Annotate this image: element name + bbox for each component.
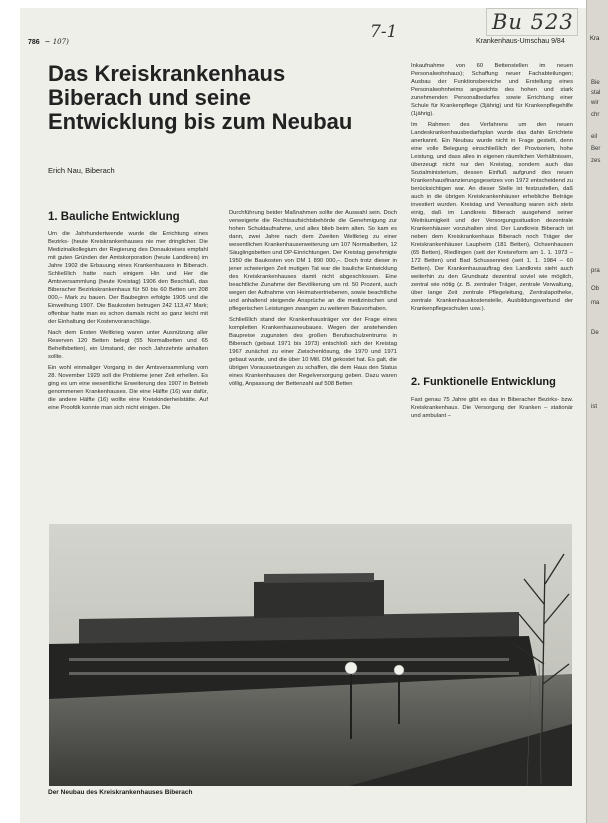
handwritten-note-center: 7-1 xyxy=(370,22,398,42)
adjacent-page-fragment: Ob xyxy=(591,286,600,292)
article-title xyxy=(48,62,378,134)
adjacent-page-fragment: wir xyxy=(591,100,599,106)
adjacent-page-fragment: stal xyxy=(591,90,601,96)
page-number: 786 xyxy=(28,39,40,46)
adjacent-page-fragment: Ber xyxy=(591,146,601,152)
journal-name: Krankenhaus-Umschau 9/84 xyxy=(476,38,565,45)
adjacent-page-fragment: eil xyxy=(591,134,598,140)
hospital-building-illustration xyxy=(49,524,572,786)
handwritten-page-note: ~ 107) xyxy=(44,38,69,46)
paragraph: Im Rahmen des Verfahrens um den neuen Landeskrankenhausbedarfsplan wurde das dahin Errichtete anerkannt. Ein Neubau wurde nicht in Frage gestellt, denn eine volle Belegung einschließlich der Provisorien, hohe Leistung, und dass alles in eigenen räumlichen Verhältnissen, überzeugt nicht nur den Kreistag, sondern auch das Sozialministerium, dessen Einfluß aufgrund des neuen Krankenhausfinanzierungsgesetzes von 1972 entscheidend zu berücksichtigen war. An dieser Stelle ist festzustellen, daß auch in die übrigen Kreiskrankenhäuser erhebliche Beträge investiert wurden. Kreistag und Verwaltung waren sich stets einig, daß im Landkreis Biberach ausgehend seiner Weiträumigkeit und der Versorgungssituation dezentrale Krankenhäuser vorzuhalten sind. Der Landkreis Biberach ist neben dem Kreiskrankenhaus Biberach noch Träger der Kreiskrankenhäuser Laupheim (181 Betten), Ochsenhausen (65 Betten), Riedlingen (seit der Kreisreform am 1. 1. 1973 – 172 Betten) und Bad Schussenried (seit 1. 1. 1984 – 60 Betten). Der Krankenhausauftrag des Landkreis sieht auch weiterhin zu den Grundsatz dezentral soviel wie möglich, zentral wie nötig (z. B. zentraler Träger, zentrale Verwaltung, über lange Zeit zentrale Pflegeleitung, Zentralapotheke, zentrale Krankenhauskostenstelle, Ausbildungsverbund der Krankenpflegeschulen usw.). xyxy=(411,122,573,312)
handwritten-note-right: Bu 523 xyxy=(492,10,574,34)
section-heading-bauliche: 1. Bauliche Entwicklung xyxy=(48,211,180,223)
title-line: Das Kreiskrankenhaus xyxy=(48,61,286,86)
text-column-3-continued xyxy=(411,396,573,422)
adjacent-page-tab: Kra xyxy=(590,36,600,42)
paragraph: Inkaufnahme von 60 Bettenstellen im neuen Personalwohnhaus); Schaffung neuer Fachabteilungen; Ausbau der Funktionsbereiche und Erstellung eines Personalwohnheims angesichts des hohen und stark zunehmenden Personalbedarfes sowie Errichtung einer Schule für Krankenpflege (3jährig) und für Krankenpflegehilfe (1jährig). xyxy=(411,63,573,117)
paragraph: Schließlich stand der Krankenhausträger vor der Frage eines kompletten Krankenhausneubaues. Wegen der anstehenden Baupreise zugunsten des großen Berufsschulzentrums in Biberach (gebaut 1971 bis 1973) entschloß sich der Kreistag 1967 zunächst zu einer Zwischenlösung, die 1970 und 1971 gebaut wurde, und die über 10 Mill. DM gekostet hat. Es galt, die übrigen Voraussetzungen zu schaffen, die dem Haus den Status eines Krankenhauses der Regelversorgung geben. Dazu waren völlig, Anpassung der Bettenzahl auf 508 Betten xyxy=(229,317,397,387)
photo-caption: Der Neubau des Kreiskrankenhauses Biberach xyxy=(48,789,193,796)
adjacent-page-fragment: chr xyxy=(591,112,600,118)
paragraph: Um die Jahrhundertwende wurde die Errichtung eines Bezirks- (heute Kreiskrankenhauses nie mer dringlicher. Die Medizinalkollegium der Regierung des Donaukreises empfahl mit guten Gründen der Amtskorporation (heute Landkreis) im Jahre 1902 die Erbauung eines Krankenhauses in Biberach. Schließlich hatte nach einigem Hin und Her die Amtsversammlung (heute Kreistag) 1906 den Beschluß, das Biberacher Bezirkskrankenhaus für 50 bis 60 Betten um 208 000,– Mark zu bauen. Der Baubeginn erfolgte 1905 und die Einweihung 1907. Die Baukosten betrugen 242 113,47 Mark; offenbar hatte man es schon damals nicht so ganz leicht mit der Einhaltung der Kostenvoranschläge. xyxy=(48,231,208,325)
author-byline: Erich Nau, Biberach xyxy=(48,166,115,175)
title-line: Biberach und seine xyxy=(48,85,251,110)
text-column-3 xyxy=(411,62,573,370)
adjacent-page-fragment: zes xyxy=(591,158,601,164)
adjacent-page-fragment: De xyxy=(591,330,599,336)
adjacent-page-fragment: ist xyxy=(591,404,597,410)
hospital-photo xyxy=(49,524,572,786)
adjacent-page-fragment: ma xyxy=(591,300,600,306)
paragraph: Durchführung beider Maßnahmen sollte der Auswahl sein. Doch verweigerte die Rechtsaufsichtsbehörde die Genehmigung zur hohen Schuldaufnahme, und alles blieb beim alten. So kam es dann, zwei Jahre nach dem Zweiten Weltkrieg zu einer wesentlichen Krankenhauserweiterung um 107 Normalbetten, 12 Säuglingsbetten und OP-Einrichtungen. Der Kreistag genehmigte 1950 die Baukosten von DM 1 890 000,–. Doch trotz dieser in jener schwierigen Zeit mutigen Tat war die bauliche Entwicklung des Kreiskrankenhauses damit nicht abgeschlossen. Eine beachtliche Zunahme der Bevölkerung um rd. 50 Prozent, auch wegen der Aufnahme von Heimatvertriebenen, sowie beachtliche und anhaltend steigende Ansprüche an die medizinischen und pflegerischen Leistungen zwangen zu weiteren Bauvorhaben. xyxy=(229,210,397,312)
title-line: Entwicklung bis zum Neubau xyxy=(48,109,353,134)
adjacent-page-strip xyxy=(586,0,608,823)
text-column-1 xyxy=(48,230,208,522)
adjacent-page-fragment: Bie xyxy=(591,80,600,86)
text-column-2 xyxy=(229,209,397,522)
section-heading-funktionelle: 2. Funktionelle Entwicklung xyxy=(411,376,556,388)
paragraph: Ein wohl einmaliger Vorgang in der Amtsversammlung vom 28. November 1929 soll die Probleme jener Zeit erhellen. Es ging es um eine wesentliche Erweiterung des 1907 in Betrieb genommenen Krankenhauses. Die eine Hälfte (16) war dafür, die andere Hälfte (16) wollte eine Kreiskinderheilstätte. Auf eine Proofdk konnte man sich nicht einigen. Die xyxy=(48,365,208,411)
paragraph: Fast genau 75 Jahre gibt es das in Biberacher Bezirks- bzw. Kreiskrankenhaus. Die Versorgung der Kranken – stationär und ambulant – xyxy=(411,397,573,419)
adjacent-page-fragment: pra xyxy=(591,268,600,274)
paragraph: Nach dem Ersten Weltkrieg waren unter Ausnützung aller Reserven 120 Betten belegt (55 Normalbetten und 65 Behelfsbetten), ein Umstand, der noch Jahrzehnte anhalten sollte. xyxy=(48,330,208,360)
page-header-left xyxy=(28,38,69,46)
